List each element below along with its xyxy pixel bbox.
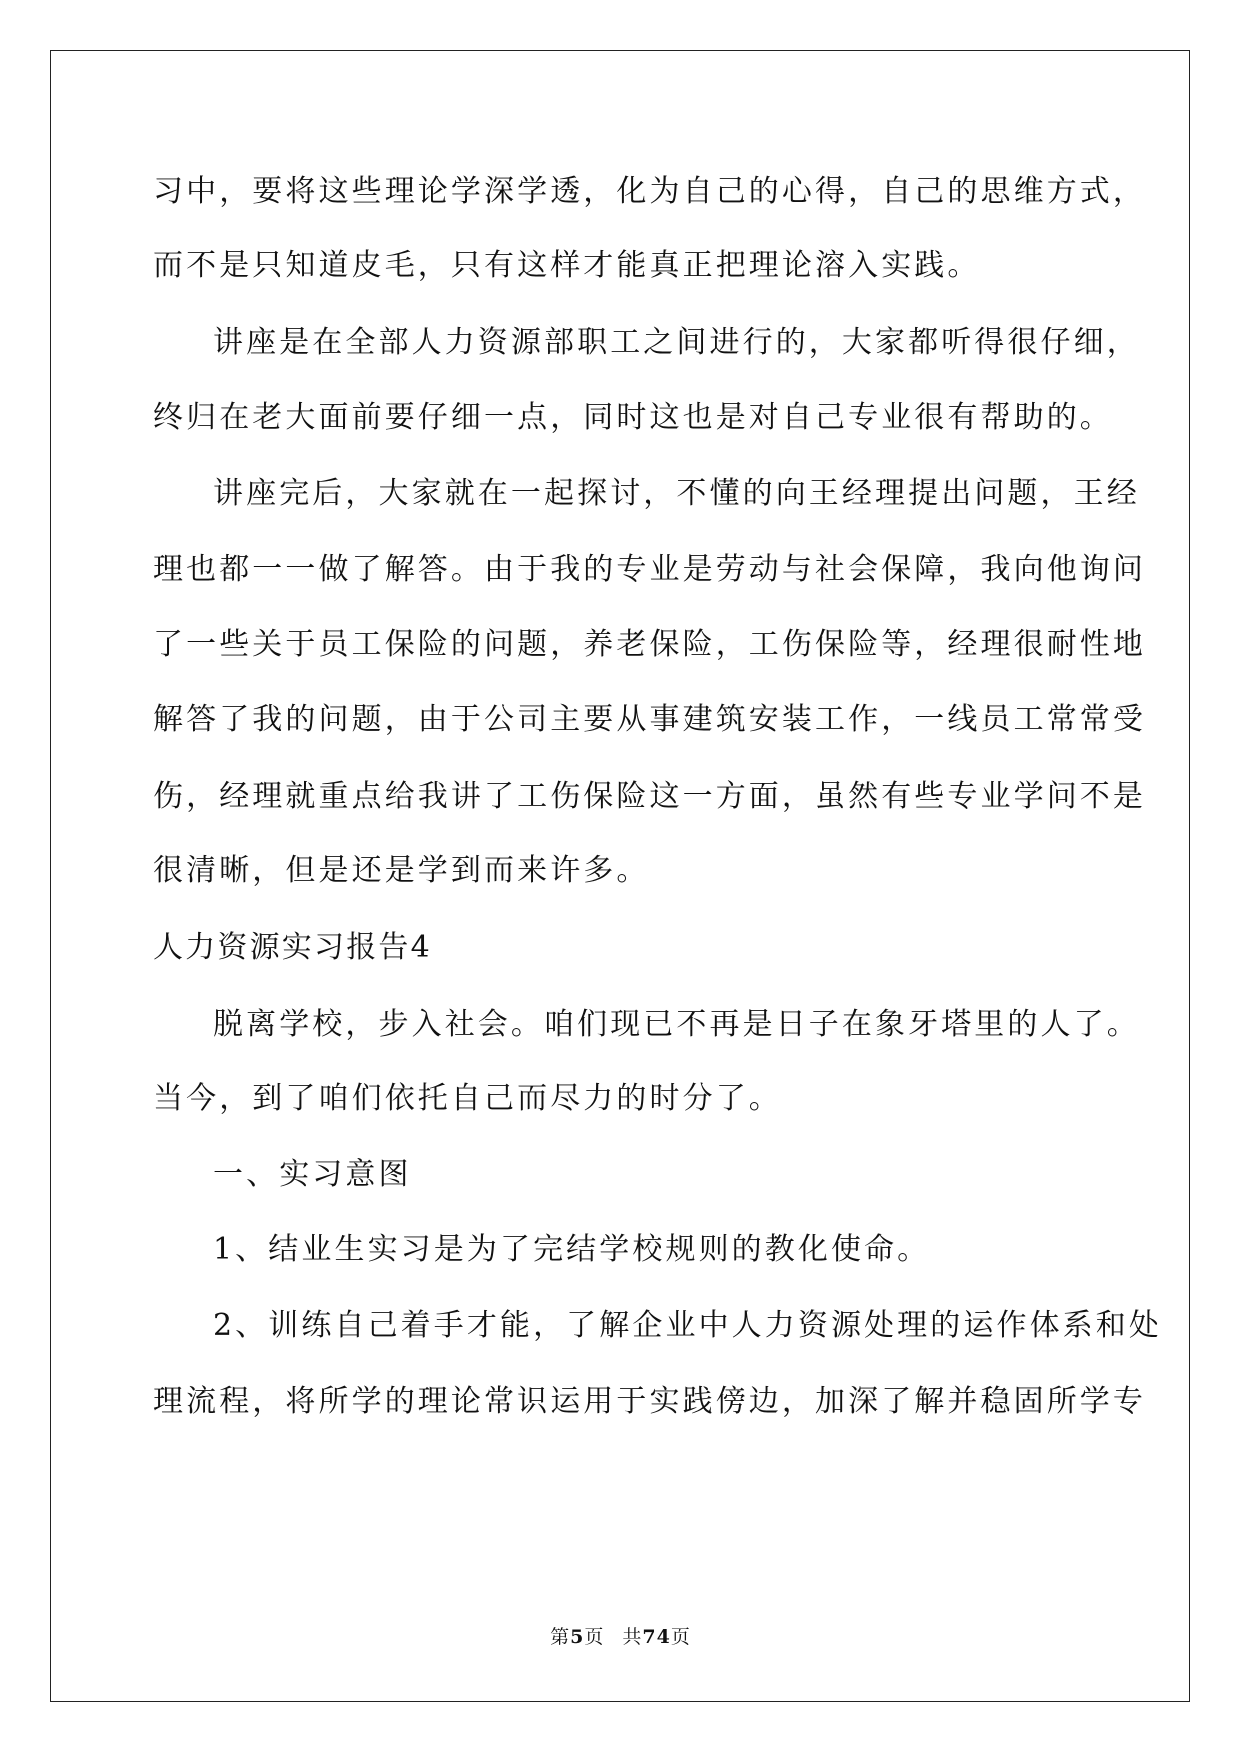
paragraph-line: 习中，要将这些理论学深学透，化为自己的心得，自己的思维方式， xyxy=(153,174,1146,209)
section-heading: 人力资源实习报告4 xyxy=(153,930,432,965)
paragraph-line: 理也都一一做了解答。由于我的专业是劳动与社会保障，我向他询问 xyxy=(153,552,1146,587)
footer-prefix: 第 xyxy=(550,1626,571,1648)
paragraph-line: 讲座完后，大家就在一起探讨，不懂的向王经理提出问题，王经 xyxy=(213,476,1140,511)
footer-total-suffix: 页 xyxy=(670,1626,691,1648)
footer-total-prefix: 共 xyxy=(622,1626,643,1648)
paragraph-line: 讲座是在全部人力资源部职工之间进行的，大家都听得很仔细， xyxy=(213,325,1140,360)
list-item: 1、结业生实习是为了完结学校规则的教化使命。 xyxy=(213,1232,931,1267)
page-footer xyxy=(0,1625,1241,1649)
paragraph-line: 伤，经理就重点给我讲了工伤保险这一方面，虽然有些专业学问不是 xyxy=(153,779,1146,814)
paragraph-line: 脱离学校，步入社会。咱们现已不再是日子在象牙塔里的人了。 xyxy=(213,1007,1140,1042)
paragraph-line: 当今，到了咱们依托自己而尽力的时分了。 xyxy=(153,1081,782,1116)
list-item: 2、训练自己着手才能，了解企业中人力资源处理的运作体系和处 xyxy=(213,1308,1162,1343)
paragraph-line: 很清晰，但是还是学到而来许多。 xyxy=(153,853,650,888)
paragraph-line: 解答了我的问题，由于公司主要从事建筑安装工作，一线员工常常受 xyxy=(153,702,1146,737)
total-pages: 74 xyxy=(642,1626,671,1648)
paragraph-line: 了一些关于员工保险的问题，养老保险，工伤保险等，经理很耐性地 xyxy=(153,627,1146,662)
subsection-heading: 一、实习意图 xyxy=(213,1157,412,1192)
page-number: 5 xyxy=(570,1626,585,1648)
footer-page-suffix: 页 xyxy=(584,1626,605,1648)
paragraph-line: 理流程，将所学的理论常识运用于实践傍边，加深了解并稳固所学专 xyxy=(153,1384,1146,1419)
paragraph-line: 终归在老大面前要仔细一点，同时这也是对自己专业很有帮助的。 xyxy=(153,400,1113,435)
paragraph-line: 而不是只知道皮毛，只有这样才能真正把理论溶入实践。 xyxy=(153,248,981,283)
